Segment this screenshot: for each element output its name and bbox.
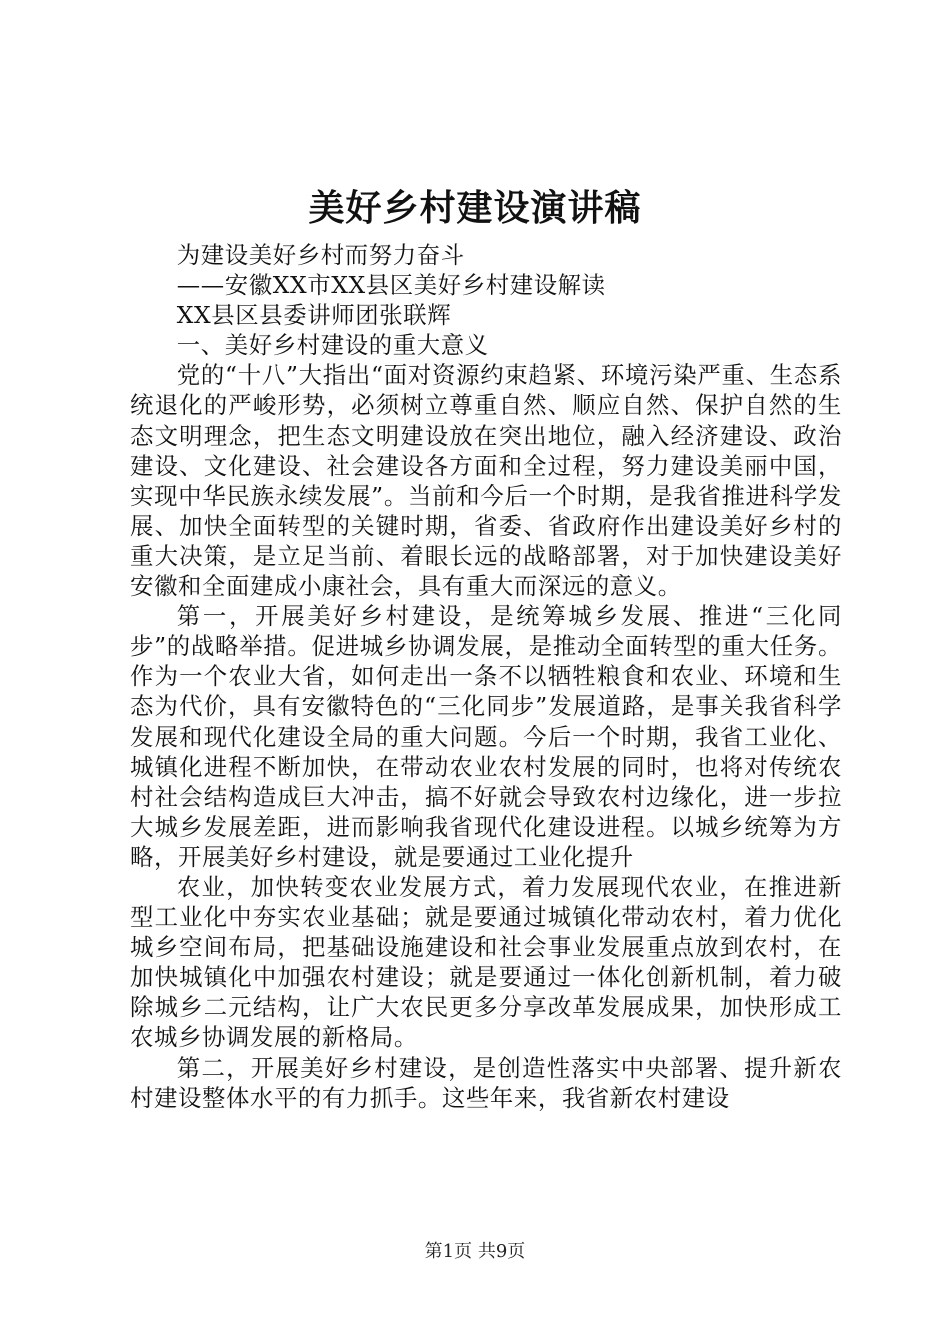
sub-subtitle: ——安徽XX市XX县区美好乡村建设解读 xyxy=(176,271,606,300)
body-paragraph: 第二，开展美好乡村建设，是创造性落实中央部署、提升新农村建设整体水平的有力抓手。这些年来，我省新农村建设 xyxy=(130,1053,842,1112)
document-body xyxy=(130,240,842,1113)
body-paragraph: 第一，开展美好乡村建设，是统筹城乡发展、推进“三化同步”的战略举措。促进城乡协调发展，是推动全面转型的重大任务。作为一个农业大省，如何走出一条不以牺牲粮食和农业、环境和生态为代价，具有安徽特色的“三化同步”发展道路，是事关我省科学发展和现代化建设全局的重大问题。今后一个时期，我省工业化、城镇化进程不断加快，在带动农业农村发展的同时，也将对传统农村社会结构造成巨大冲击，搞不好就会导致农村边缘化，进一步拉大城乡发展差距，进而影响我省现代化建设进程。以城乡统筹为方略，开展美好乡村建设，就是要通过工业化提升 xyxy=(130,602,842,871)
body-paragraph: 党的“十八”大指出“面对资源约束趋紧、环境污染严重、生态系统退化的严峻形势，必须树立尊重自然、顺应自然、保护自然的生态文明理念，把生态文明建设放在突出地位，融入经济建设、政治建设、文化建设、社会建设各方面和全过程，努力建设美丽中国，实现中华民族永续发展”。当前和今后一个时期，是我省推进科学发展、加快全面转型的关键时期，省委、省政府作出建设美好乡村的重大决策，是立足当前、着眼长远的战略部署，对于加快建设美好安徽和全面建成小康社会，具有重大而深远的意义。 xyxy=(130,361,842,601)
document-title: 美好乡村建设演讲稿 xyxy=(308,187,642,229)
page-number: 第1页 共9页 xyxy=(424,1241,526,1262)
section-heading: 一、美好乡村建设的重大意义 xyxy=(176,331,489,360)
body-paragraph: 农业，加快转变农业发展方式，着力发展现代农业，在推进新型工业化中夯实农业基础；就是要通过城镇化带动农村，着力优化城乡空间布局，把基础设施建设和社会事业发展重点放到农村，在加快城镇化中加强农村建设；就是要通过一体化创新机制，着力破除城乡二元结构，让广大农民更多分享改革发展成果，加快形成工农城乡协调发展的新格局。 xyxy=(130,872,842,1052)
author-line: XX县区县委讲师团张联辉 xyxy=(176,301,452,330)
subtitle: 为建设美好乡村而努力奋斗 xyxy=(176,241,465,269)
